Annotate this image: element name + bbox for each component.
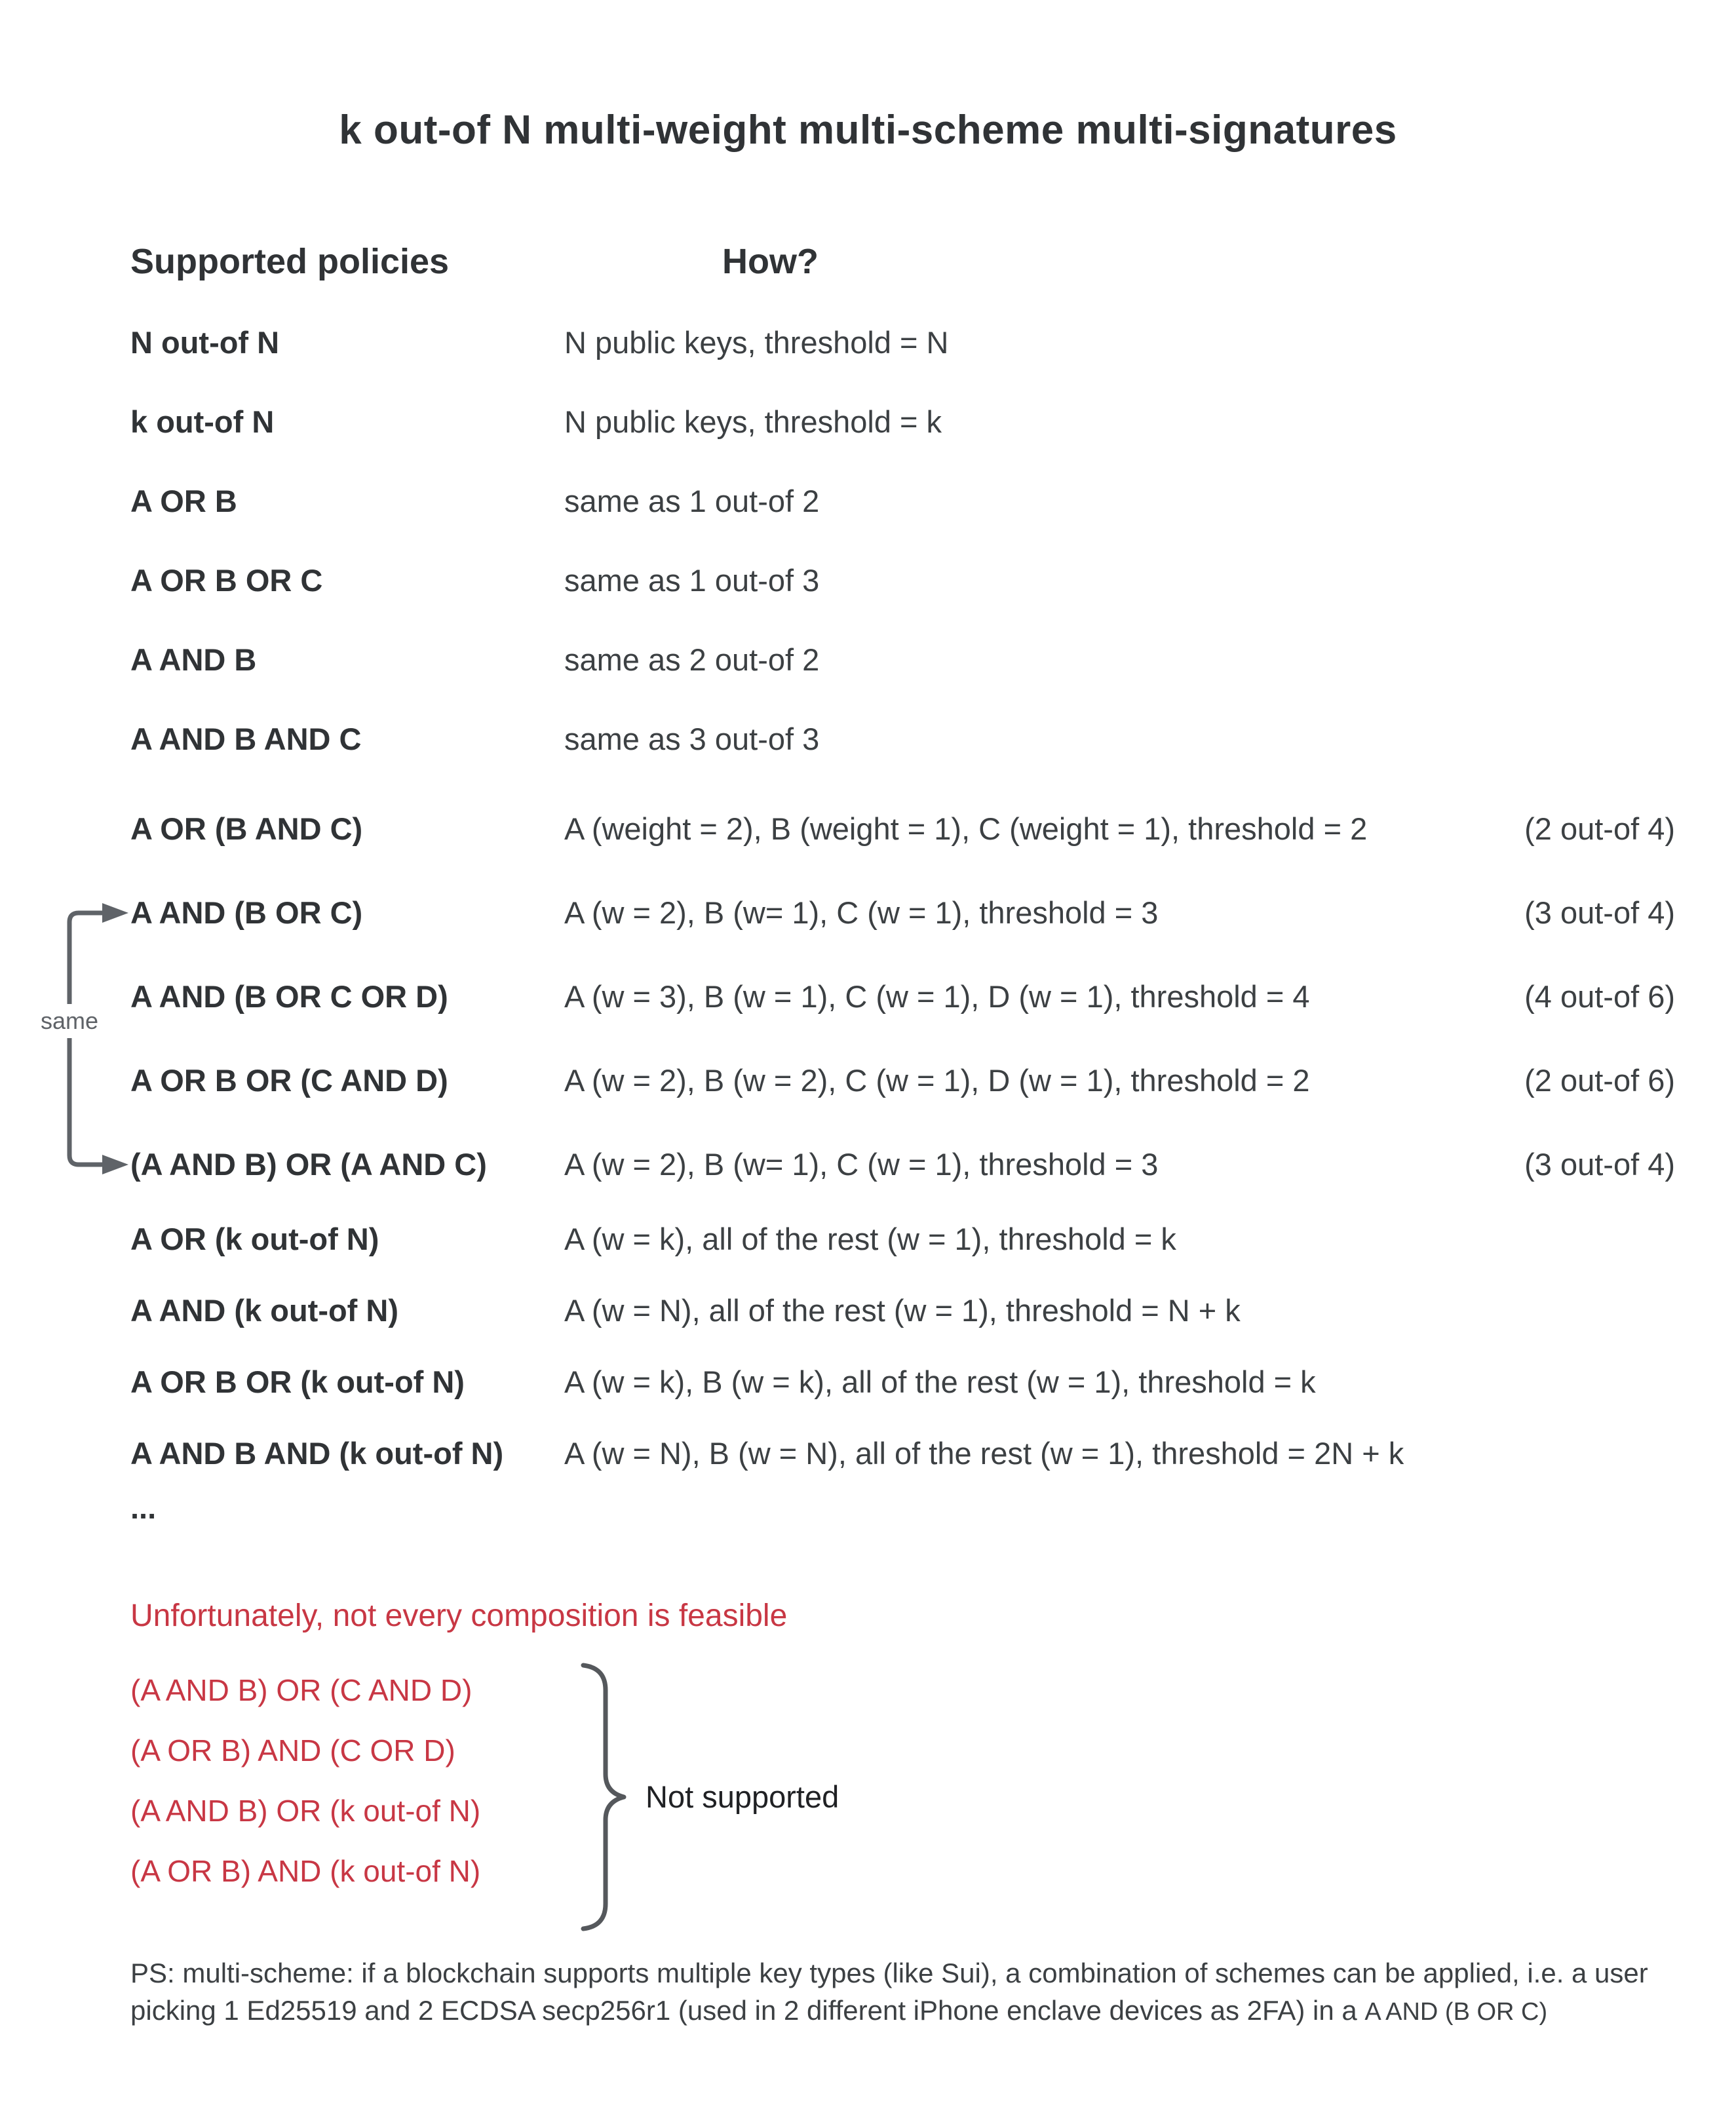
page-title: k out-of N multi-weight multi-scheme multi-signatures	[339, 107, 1397, 153]
table-row	[0, 1292, 1736, 1330]
table-row	[0, 482, 1736, 520]
policy-label: A OR B OR (C AND D)	[130, 1063, 448, 1098]
policy-label: A OR B OR C	[130, 563, 323, 598]
how-description: A (w = N), B (w = N), all of the rest (w = 1), threshold = 2N + k	[564, 1436, 1404, 1471]
table-row	[0, 1062, 1736, 1100]
same-arrow-bottom	[102, 1155, 128, 1174]
ps-note	[130, 1954, 1657, 2031]
how-description: same as 1 out-of 2	[564, 484, 820, 518]
table-row	[0, 403, 1736, 441]
ps-policy-code: A AND (B OR C)	[1364, 1998, 1548, 2026]
how-description: A (w = 2), B (w = 2), C (w = 1), D (w = 1), threshold = 2	[564, 1063, 1310, 1098]
equivalence-note: (2 out-of 4)	[1524, 811, 1675, 846]
equivalence-note: (3 out-of 4)	[1524, 895, 1675, 930]
policy-label: A OR B	[130, 484, 237, 518]
table-row	[0, 1435, 1736, 1473]
how-description: A (w = N), all of the rest (w = 1), threshold = N + k	[564, 1293, 1241, 1328]
table-row	[0, 641, 1736, 679]
policy-label: A AND (k out-of N)	[130, 1293, 398, 1328]
table-row	[0, 1363, 1736, 1401]
how-description: N public keys, threshold = N	[564, 325, 949, 360]
same-arrow-top	[102, 903, 128, 923]
table-row	[0, 1220, 1736, 1258]
equivalence-note: (3 out-of 4)	[1524, 1147, 1675, 1182]
how-description: A (w = 2), B (w= 1), C (w = 1), threshold = 3	[564, 1147, 1159, 1182]
policy-label: A OR (k out-of N)	[130, 1222, 379, 1256]
policy-label: A OR B OR (k out-of N)	[130, 1364, 465, 1399]
equivalence-note: (2 out-of 6)	[1524, 1063, 1675, 1098]
how-description: A (w = k), all of the rest (w = 1), threshold = k	[564, 1222, 1176, 1256]
curly-brace	[577, 1661, 636, 1937]
infeasible-item: (A OR B) AND (C OR D)	[130, 1733, 455, 1768]
table-row	[0, 978, 1736, 1016]
policy-label: A AND (B OR C)	[130, 895, 363, 930]
column-header-supported-policies: Supported policies	[130, 242, 450, 281]
infeasible-item: (A OR B) AND (k out-of N)	[130, 1854, 481, 1888]
how-description: A (w = k), B (w = k), all of the rest (w = 1), threshold = k	[564, 1364, 1316, 1399]
how-description: same as 1 out-of 3	[564, 563, 820, 598]
policy-label: A OR (B AND C)	[130, 811, 363, 846]
equivalence-note: (4 out-of 6)	[1524, 979, 1675, 1014]
infeasible-heading: Unfortunately, not every composition is feasible	[130, 1598, 788, 1633]
how-description: A (weight = 2), B (weight = 1), C (weight = 1), threshold = 2	[564, 811, 1368, 846]
policy-label: A AND (B OR C OR D)	[130, 979, 448, 1014]
policy-label: A AND B AND C	[130, 722, 362, 756]
how-description: same as 2 out-of 2	[564, 642, 820, 677]
policy-label: A AND B AND (k out-of N)	[130, 1436, 504, 1471]
how-description: same as 3 out-of 3	[564, 722, 820, 756]
table-row	[0, 324, 1736, 362]
ellipsis: ...	[130, 1490, 157, 1525]
not-supported-label: Not supported	[646, 1779, 839, 1814]
table-row	[0, 562, 1736, 600]
table-row	[0, 894, 1736, 932]
infeasible-item: (A AND B) OR (k out-of N)	[130, 1794, 481, 1828]
table-row	[0, 720, 1736, 758]
ps-text: PS: multi-scheme: if a blockchain supports multiple key types (like Sui), a combination of schemes can be applied, i.e. a user picking 1 Ed25519 and 2 ECDSA secp256r1 (used in 2 different iPhone enclave devices as 2FA) in a	[130, 1958, 1648, 2026]
same-connector-line	[69, 913, 119, 1165]
policy-label: A AND B	[130, 642, 257, 677]
infeasible-item: (A AND B) OR (C AND D)	[130, 1673, 473, 1707]
policy-label: N out-of N	[130, 325, 280, 360]
how-description: A (w = 2), B (w= 1), C (w = 1), threshold = 3	[564, 895, 1159, 930]
policy-label: k out-of N	[130, 404, 275, 439]
policy-label: (A AND B) OR (A AND C)	[130, 1147, 487, 1182]
how-description: N public keys, threshold = k	[564, 404, 942, 439]
column-header-how: How?	[722, 242, 819, 281]
how-description: A (w = 3), B (w = 1), C (w = 1), D (w = 1), threshold = 4	[564, 979, 1310, 1014]
table-row	[0, 1146, 1736, 1184]
same-label: same	[35, 1004, 104, 1038]
same-connector	[0, 872, 144, 1212]
table-row	[0, 810, 1736, 848]
